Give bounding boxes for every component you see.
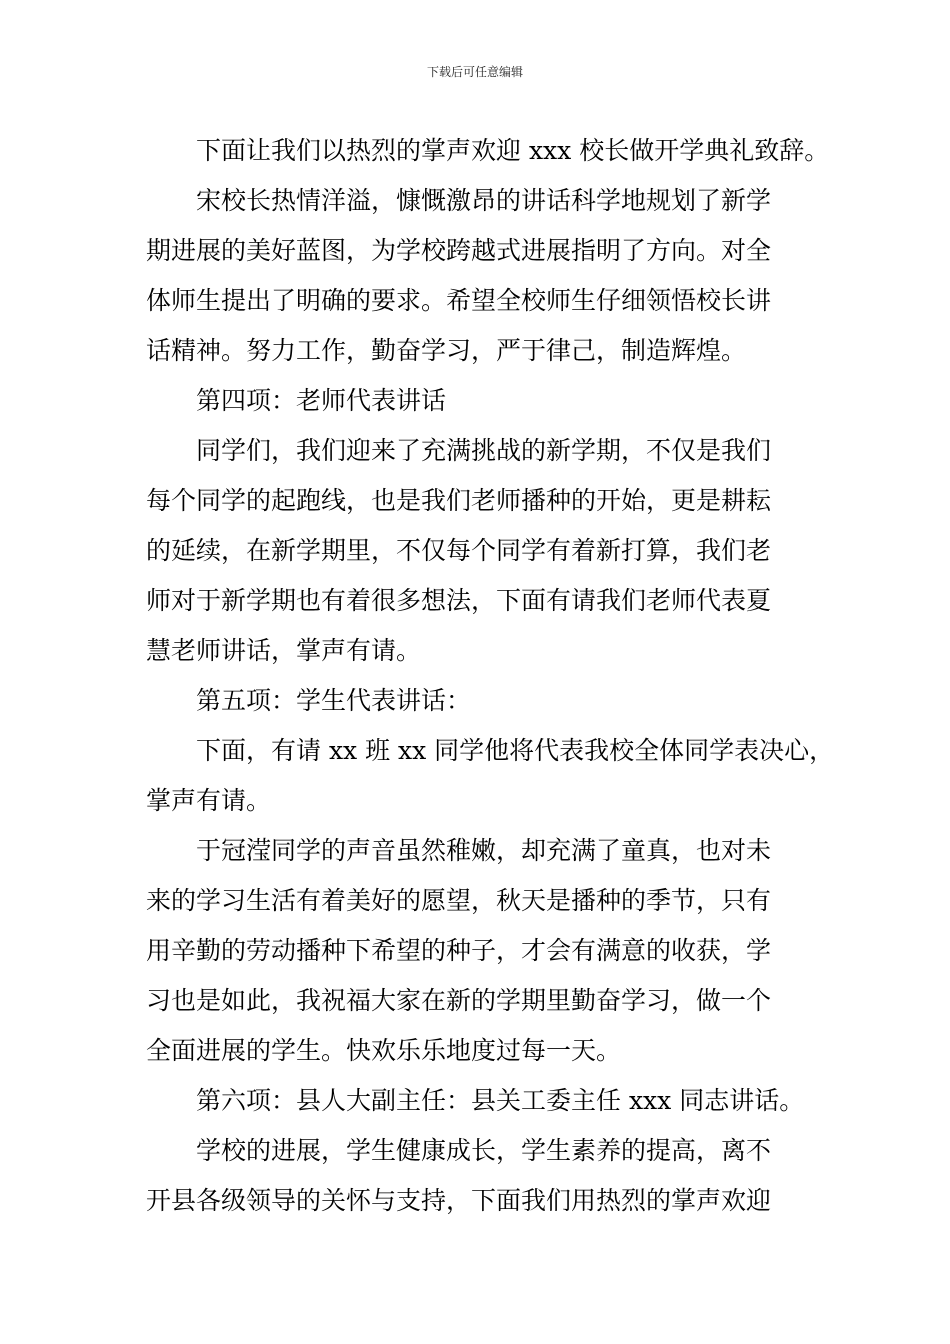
page-header: 下载后可任意编辑: [426, 65, 523, 79]
paragraph-line: 慧老师讲话，掌声有请。: [146, 636, 422, 665]
paragraph-line: 于冠滢同学的声音虽然稚嫩，却充满了童真，也对未: [196, 836, 772, 865]
paragraph-line: 的延续，在新学期里，不仅每个同学有着新打算，我们老: [146, 536, 772, 565]
paragraph-line: 学校的进展，学生健康成长，学生素养的提高，离不: [196, 1136, 772, 1165]
paragraph-line: 话精神。努力工作，勤奋学习，严于律己，制造辉煌。: [146, 336, 747, 365]
paragraph-line: 同学们，我们迎来了充满挑战的新学期，不仅是我们: [196, 436, 772, 465]
section-heading: 第五项：学生代表讲话：: [196, 686, 472, 715]
paragraph-line: 下面让我们以热烈的掌声欢迎 xxx 校长做开学典礼致辞。: [196, 136, 830, 165]
paragraph-line: 全面进展的学生。快欢乐乐地度过每一天。: [146, 1036, 622, 1065]
document-body: [146, 126, 835, 1226]
paragraph-line: 宋校长热情洋溢，慷慨激昂的讲话科学地规划了新学: [196, 186, 772, 215]
paragraph-line: 期进展的美好蓝图，为学校跨越式进展指明了方向。对全: [146, 236, 772, 265]
paragraph-line: 掌声有请。: [146, 786, 272, 815]
paragraph-line: 下面，有请 xx 班 xx 同学他将代表我校全体同学表决心，: [196, 736, 835, 765]
section-heading: 第四项：老师代表讲话: [196, 386, 447, 415]
paragraph-line: 开县各级领导的关怀与支持，下面我们用热烈的掌声欢迎: [146, 1186, 772, 1215]
paragraph-line: 体师生提出了明确的要求。希望全校师生仔细领悟校长讲: [146, 286, 772, 315]
paragraph-line: 来的学习生活有着美好的愿望，秋天是播种的季节，只有: [146, 886, 772, 915]
paragraph-line: 师对于新学期也有着很多想法，下面有请我们老师代表夏: [146, 586, 772, 615]
paragraph-line: 用辛勤的劳动播种下希望的种子，才会有满意的收获，学: [146, 936, 772, 965]
section-heading: 第六项：县人大副主任：县关工委主任 xxx 同志讲话。: [196, 1086, 805, 1115]
paragraph-line: 习也是如此，我祝福大家在新的学期里勤奋学习，做一个: [146, 986, 772, 1015]
paragraph-line: 每个同学的起跑线，也是我们老师播种的开始，更是耕耘: [146, 486, 772, 515]
